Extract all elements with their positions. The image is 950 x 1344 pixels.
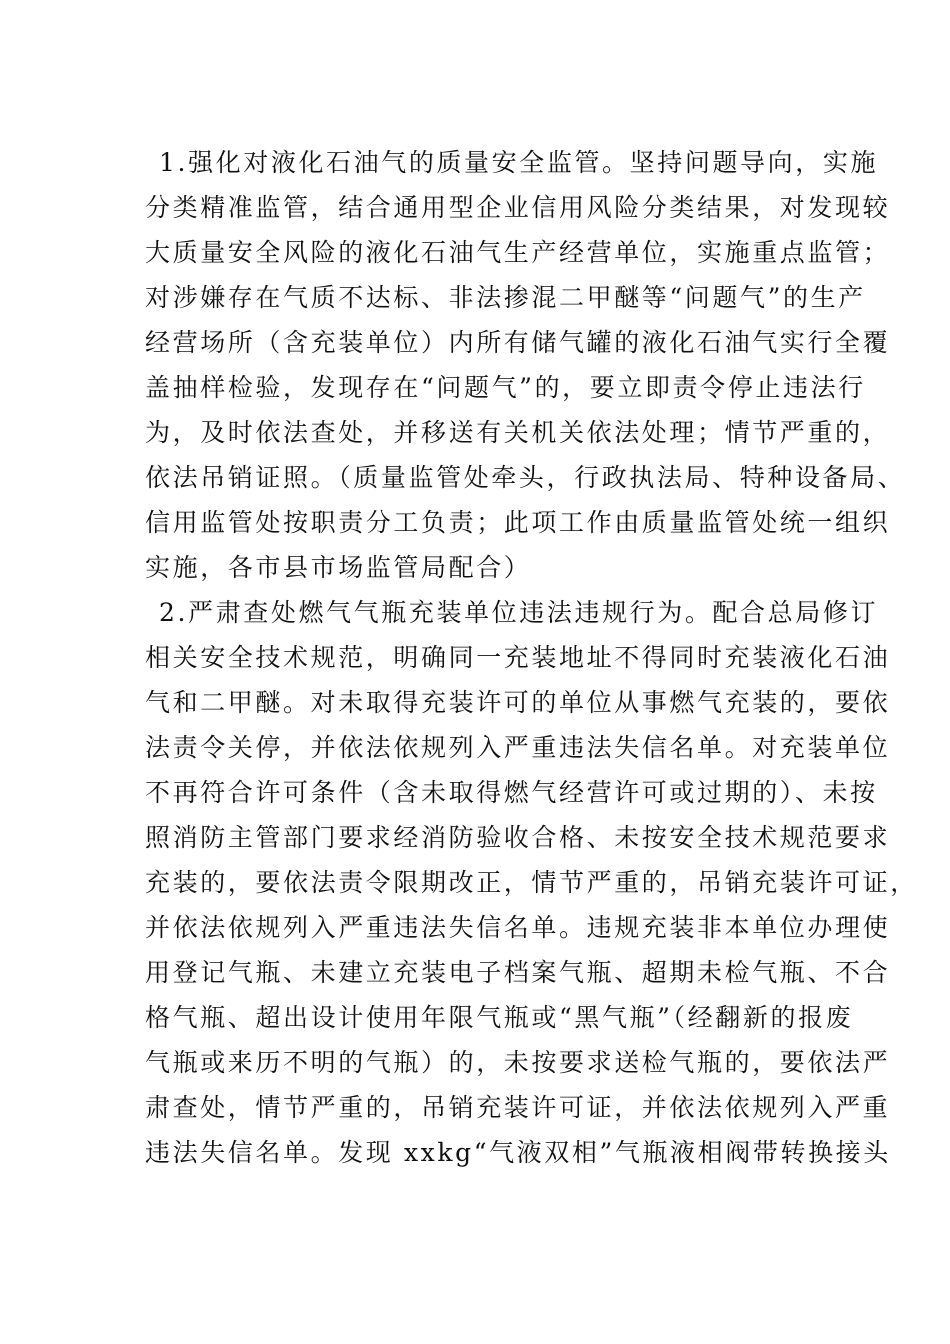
- text-line: 2.严肃查处燃气气瓶充装单位违法违规行为。配合总局修订: [159, 598, 879, 627]
- text-line: 1.强化对液化石油气的质量安全监管。坚持问题导向，实施: [159, 148, 879, 177]
- text-line: 气和二甲醚。对未取得充装许可的单位从事燃气充装的，要依: [145, 688, 891, 717]
- text-line: 肃查处，情节严重的，吊销充装许可证，并依法依规列入严重: [145, 1093, 891, 1122]
- text-line: 大质量安全风险的液化石油气生产经营单位，实施重点监管；: [145, 238, 891, 267]
- text-line: 用登记气瓶、未建立充装电子档案气瓶、超期未检气瓶、不合: [145, 958, 891, 987]
- text-line: 盖抽样检验，发现存在“问题气”的，要立即责令停止违法行: [145, 373, 866, 402]
- text-line: 照消防主管部门要求经消防验收合格、未按安全技术规范要求: [145, 823, 891, 852]
- text-line: 并依法依规列入严重违法失信名单。违规充装非本单位办理使: [145, 913, 891, 942]
- text-line: 充装的，要依法责令限期改正，情节严重的，吊销充装许可证，: [145, 868, 918, 897]
- text-line: 对涉嫌存在气质不达标、非法掺混二甲醚等“问题气”的生产: [145, 283, 866, 312]
- text-line: 不再符合许可条件（含未取得燃气经营许可或过期的）、未按: [145, 778, 878, 807]
- text-line: 相关安全技术规范，明确同一充装地址不得同时充装液化石油: [145, 643, 891, 672]
- text-line: 法责令关停，并依法依规列入严重违法失信名单。对充装单位: [145, 733, 891, 762]
- text-line: 违法失信名单。发现 xxkg“气液双相”气瓶液相阀带转换接头: [145, 1138, 891, 1167]
- document-body: [145, 140, 918, 1175]
- text-line: 依法吊销证照。（质量监管处牵头，行政执法局、特种设备局、: [145, 463, 906, 492]
- text-line: 实施，各市县市场监管局配合）: [145, 553, 532, 582]
- text-line: 格气瓶、超出设计使用年限气瓶或“黑气瓶”（经翻新的报废: [145, 1003, 854, 1032]
- text-line: 信用监管处按职责分工负责；此项工作由质量监管处统一组织: [145, 508, 891, 537]
- text-line: 为，及时依法查处，并移送有关机关依法处理；情节严重的，: [145, 418, 891, 447]
- text-line: 分类精准监管，结合通用型企业信用风险分类结果，对发现较: [145, 193, 891, 222]
- text-line: 气瓶或来历不明的气瓶）的，未按要求送检气瓶的，要依法严: [145, 1048, 891, 1077]
- text-line: 经营场所（含充装单位）内所有储气罐的液化石油气实行全覆: [145, 328, 891, 357]
